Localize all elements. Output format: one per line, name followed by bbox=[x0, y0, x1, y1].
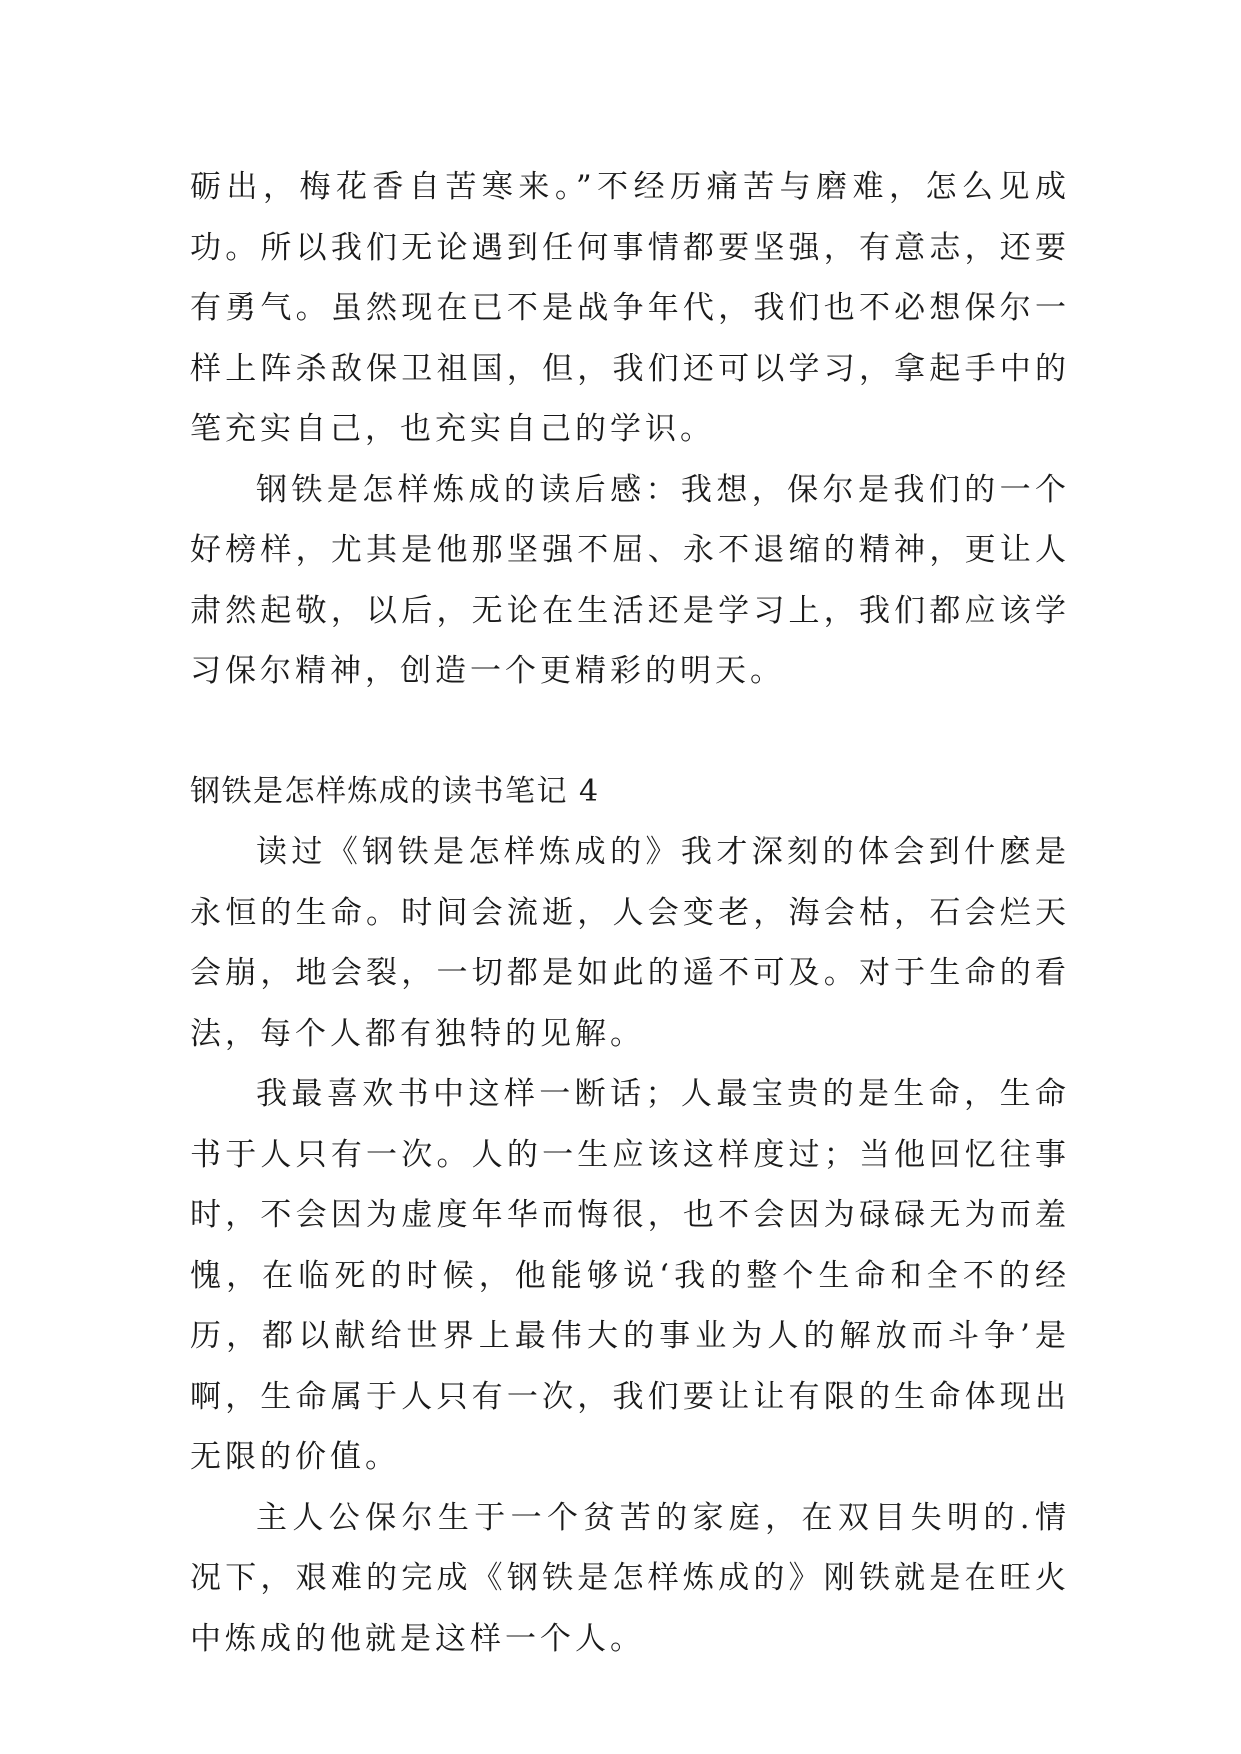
section-title: 钢铁是怎样炼成的读书笔记 4 bbox=[190, 773, 600, 809]
document-body bbox=[190, 157, 1070, 1669]
paragraph-favorite-quote: 我最喜欢书中这样一断话；人最宝贵的是生命，生命书于人只有一次。人的一生应该这样度过；当他回忆往事时，不会因为虚度年华而悔很，也不会因为碌碌无为而羞愧，在临死的时候，他能够说‘我的整个生命和全不的经历，都以献给世界上最伟大的事业为人的解放而斗争’是啊，生命属于人只有一次，我们要让让有限的生命体现出无限的价值。 bbox=[190, 1076, 1070, 1475]
paragraph-continuation: 砺出，梅花香自苦寒来。”不经历痛苦与磨难，怎么见成功。所以我们无论遇到任何事情都要坚强，有意志，还要有勇气。虽然现在已不是战争年代，我们也不必想保尔一样上阵杀敌保卫祖国，但，我们还可以学习，拿起手中的笔充实自己，也充实自己的学识。 bbox=[190, 169, 1070, 447]
paragraph-eternal-life: 读过《钢铁是怎样炼成的》我才深刻的体会到什麽是永恒的生命。时间会流逝，人会变老，海会枯，石会烂天会崩，地会裂，一切都是如此的遥不可及。对于生命的看法，每个人都有独特的见解。 bbox=[190, 834, 1070, 1052]
paragraph-protagonist: 主人公保尔生于一个贫苦的家庭，在双目失明的.情况下，艰难的完成《钢铁是怎样炼成的》刚铁就是在旺火中炼成的他就是这样一个人。 bbox=[190, 1499, 1070, 1657]
paragraph-reflection: 钢铁是怎样炼成的读后感：我想，保尔是我们的一个好榜样，尤其是他那坚强不屈、永不退缩的精神，更让人肃然起敬，以后，无论在生活还是学习上，我们都应该学习保尔精神，创造一个更精彩的明天。 bbox=[190, 471, 1070, 689]
